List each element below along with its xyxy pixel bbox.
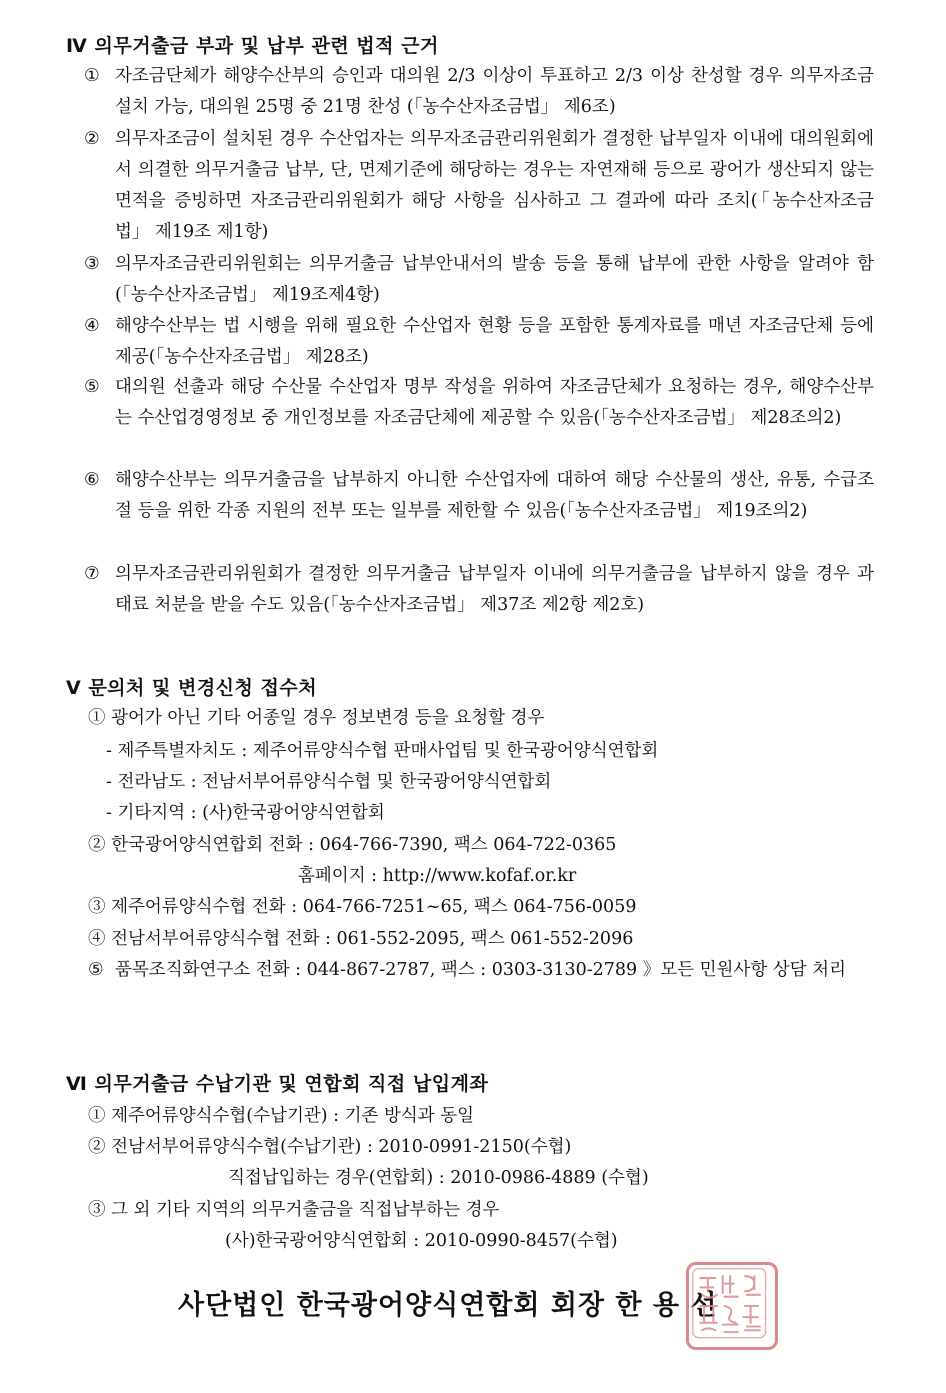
item-text: 의무자조금이 설치된 경우 수산업자는 의무자조금관리위원회가 결정한 납부일자 이내에 대의원회에서 의결한 의무거출금 납부, 단, 면제기준에 해당하는 경우는 자연재해 등으로 광어가 생산되지 않는 면적을 증빙하면 자조금관리위원회가 해당 사항을 심사하고 그 결과에 따라 조치(「농수산자조금법」 제19조 제1항) [115, 129, 874, 242]
section-5-title: Ⅴ 문의처 및 변경신청 접수처 [66, 677, 318, 699]
official-seal-icon [686, 1262, 778, 1350]
contact-jeju-suhyup: ③ 제주어류양식수협 전화 : 064-766-7251~65, 팩스 064-756-0059 [88, 897, 637, 917]
item-text: 의무자조금관리위원회는 의무거출금 납부안내서의 발송 등을 통해 납부에 관한 사항을 알려야 함(「농수산자조금법」 제19조제4항) [115, 254, 874, 305]
sec4-item-1 [84, 61, 874, 123]
account-line-2: ② 전남서부어류양식수협(수납기관) : 2010-0991-2150(수협) [88, 1137, 572, 1157]
homepage-link[interactable]: 홈페이지 : http://www.kofaf.or.kr [298, 866, 577, 886]
item-text: 해양수산부는 법 시행을 위해 필요한 수산업자 현황 등을 포함한 통계자료를 매년 자조금단체 등에 제공(「농수산자조금법」 제28조) [115, 316, 874, 367]
item-number: ③ [84, 254, 100, 274]
sec4-item-7 [84, 559, 874, 621]
account-line-5: (사)한국광어양식연합회 : 2010-0990-8457(수협) [225, 1231, 618, 1251]
contact-institute [88, 955, 874, 986]
item-number: ① [84, 66, 100, 86]
contact-line-1: ① 광어가 아닌 기타 어종일 경우 정보변경 등을 요청할 경우 [88, 708, 545, 728]
item-text: 해양수산부는 의무거출금을 납부하지 아니한 수산업자에 대하여 해당 수산물의 생산, 유통, 수급조절 등을 위한 각종 지원의 전부 또는 일부를 제한할 수 있음(「농수산자조금법」 제19조의2) [115, 470, 874, 521]
item-number: ⑥ [84, 470, 100, 490]
item-number: ② [84, 129, 100, 149]
signature: 사단법인 한국광어양식연합회 회장 한 용 선 [178, 1290, 718, 1321]
account-line-3: 직접납입하는 경우(연합회) : 2010-0986-4889 (수협) [228, 1168, 649, 1188]
item-number: ⑤ [84, 377, 100, 397]
sec4-item-2 [84, 124, 874, 248]
contact-jeju: - 제주특별자치도 : 제주어류양식수협 판매사업팀 및 한국광어양식연합회 [106, 741, 659, 761]
contact-jeonnam-suhyup: ④ 전남서부어류양식수협 전화 : 061-552-2095, 팩스 061-552-2096 [88, 929, 634, 949]
contact-jeonnam: - 전라남도 : 전남서부어류양식수협 및 한국광어양식연합회 [106, 772, 552, 792]
item-text: 대의원 선출과 해당 수산물 수산업자 명부 작성을 위하여 자조금단체가 요청하는 경우, 해양수산부는 수산업경영정보 중 개인정보를 자조금단체에 제공할 수 있음(「농수산자조금법」 제28조의2) [115, 377, 874, 428]
item-text: 의무자조금관리위원회가 결정한 의무거출금 납부일자 이내에 의무거출금을 납부하지 않을 경우 과태료 처분을 받을 수도 있음(「농수산자조금법」 제37조 제2항 제2호) [115, 564, 874, 615]
contact-federation: ② 한국광어양식연합회 전화 : 064-766-7390, 팩스 064-722-0365 [88, 835, 617, 855]
seal-graphic [689, 1265, 775, 1347]
account-line-1: ① 제주어류양식수협(수납기관) : 기존 방식과 동일 [88, 1106, 475, 1126]
section-6-title: Ⅵ 의무거출금 수납기관 및 연합회 직접 납입계좌 [66, 1073, 489, 1095]
item-text: 자조금단체가 해양수산부의 승인과 대의원 2/3 이상이 투표하고 2/3 이상 찬성할 경우 의무자조금 설치 가능, 대의원 25명 중 21명 찬성 (「농수산자조금법」 제6조) [115, 66, 874, 117]
sec4-item-5 [84, 372, 874, 434]
sec4-item-6 [84, 465, 874, 527]
item-number: ④ [84, 316, 100, 336]
account-line-4: ③ 그 외 기타 지역의 의무거출금을 직접납부하는 경우 [88, 1200, 500, 1220]
item-text: 품목조직화연구소 전화 : 044-867-2787, 팩스 : 0303-3130-2789 》모든 민원사항 상담 처리 [115, 960, 846, 980]
sec4-item-4 [84, 311, 874, 373]
item-number: ⑦ [84, 564, 100, 584]
sec4-item-3 [84, 249, 874, 311]
contact-other: - 기타지역 : (사)한국광어양식연합회 [106, 803, 385, 823]
item-number: ⑤ [88, 960, 104, 980]
section-4-title: Ⅳ 의무거출금 부과 및 납부 관련 법적 근거 [66, 35, 439, 57]
